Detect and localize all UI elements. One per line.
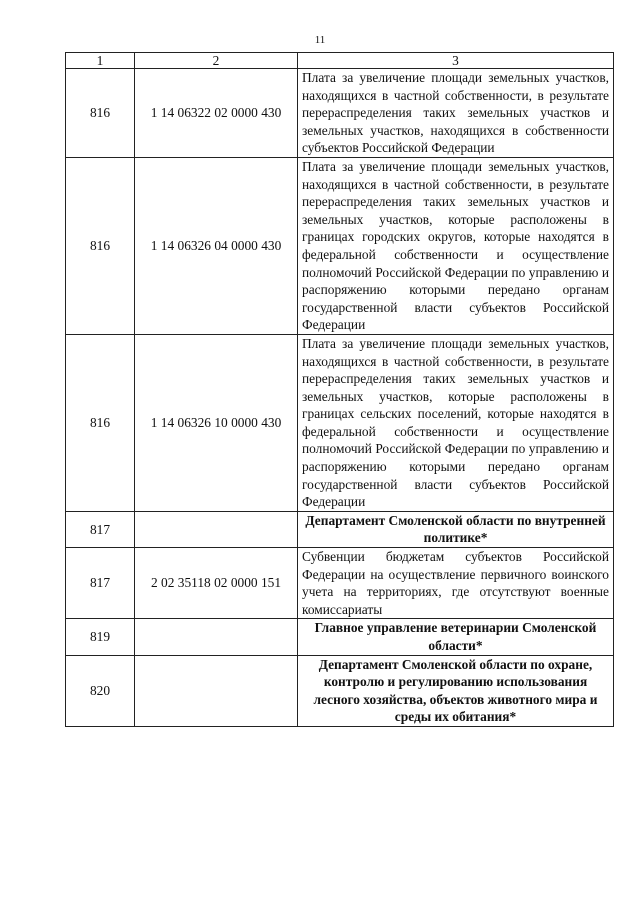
budget-code-cell [135,511,298,547]
income-description-cell: Плата за увеличение площади земельных участков, находящихся в частной собственности, в результате перераспределения таких земельных участков и земельных участков, находящихся в собственности субъектов Российской Федерации [298,69,614,158]
table-row [66,157,614,334]
budget-code-table [65,52,614,727]
column-header-1: 1 [66,53,135,69]
table-header-row [66,53,614,69]
admin-code-cell: 820 [66,655,135,726]
income-description-cell: Плата за увеличение площади земельных участков, находящихся в частной собственности, в результате перераспределения таких земельных участков и земельных участков, которые расположены в границах городских округов, которые находятся в федеральной собственности и осуществление полномочий Российской Федерации по управлению и распоряжению которыми передано органам государственной власти субъектов Российской Федерации [298,157,614,334]
income-description-cell: Плата за увеличение площади земельных участков, находящихся в частной собственности, в результате перераспределения таких земельных участков и земельных участков, которые расположены в границах сельских поселений, которые находятся в федеральной собственности и осуществление полномочий Российской Федерации по управлению и распоряжению которыми передано органам государственной власти субъектов Российской Федерации [298,334,614,511]
budget-code-cell: 1 14 06326 10 0000 430 [135,334,298,511]
admin-code-cell: 817 [66,511,135,547]
table-row-administrator [66,511,614,547]
budget-code-cell: 1 14 06322 02 0000 430 [135,69,298,158]
budget-code-cell [135,619,298,655]
income-description-cell: Субвенции бюджетам субъектов Российской Федерации на осуществление первичного воинского учета на территориях, где отсутствуют военные комиссариаты [298,548,614,619]
table-row-administrator [66,655,614,726]
table-row [66,548,614,619]
admin-code-cell: 816 [66,69,135,158]
admin-code-cell: 816 [66,157,135,334]
administrator-name-cell: Главное управление ветеринарии Смоленской области* [298,619,614,655]
table-row [66,69,614,158]
table-row [66,334,614,511]
budget-code-cell: 2 02 35118 02 0000 151 [135,548,298,619]
page-number: 11 [314,34,326,46]
administrator-name-cell: Департамент Смоленской области по охране, контролю и регулированию использования лесного хозяйства, объектов животного мира и среды их обитания* [298,655,614,726]
budget-code-cell [135,655,298,726]
table-row-administrator [66,619,614,655]
column-header-3: 3 [298,53,614,69]
administrator-name-cell: Департамент Смоленской области по внутренней политике* [298,511,614,547]
column-header-2: 2 [135,53,298,69]
admin-code-cell: 817 [66,548,135,619]
admin-code-cell: 819 [66,619,135,655]
admin-code-cell: 816 [66,334,135,511]
budget-code-cell: 1 14 06326 04 0000 430 [135,157,298,334]
